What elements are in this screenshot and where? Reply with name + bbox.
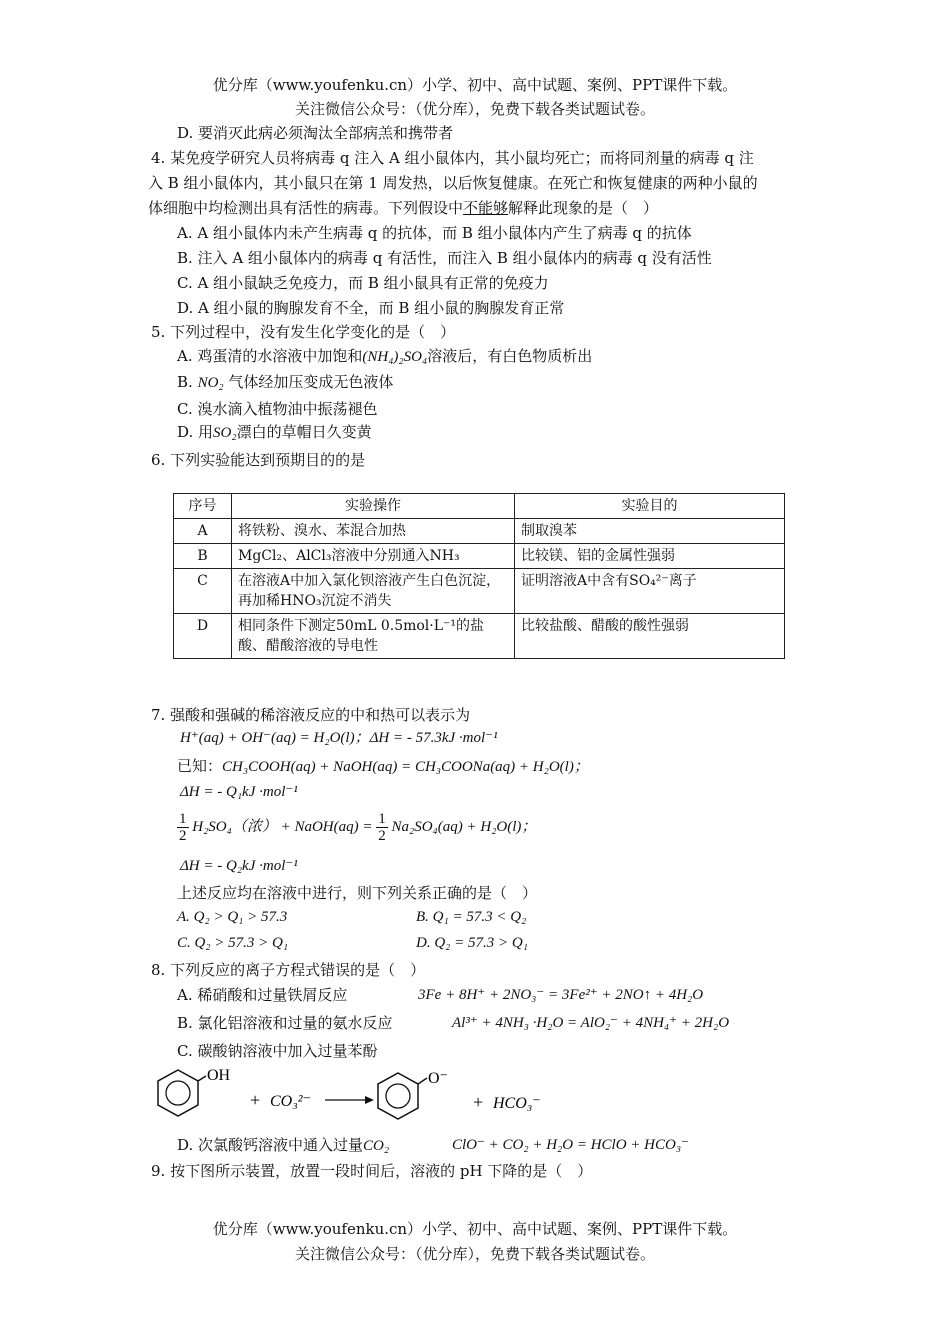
table-cell: 将铁粉、溴水、苯混合加热	[232, 519, 515, 544]
table-row	[174, 569, 785, 614]
plus-sign: +	[250, 1090, 261, 1110]
co2-formula: CO₂	[363, 1138, 390, 1154]
q7-stem: 7. 强酸和强碱的稀溶液反应的中和热可以表示为	[151, 706, 471, 724]
q8-option-a-equation: 3Fe + 8H⁺ + 2NO₃⁻ = 3Fe²⁺ + 2NO↑ + 4H₂O	[418, 987, 704, 1003]
benzene-ring-icon	[158, 1070, 198, 1116]
no2-formula: NO₂	[197, 375, 224, 391]
q5-option-d-text: D. 用	[177, 423, 214, 441]
fraction-denominator: 2	[378, 828, 386, 845]
q8-option-a: A. 稀硝酸和过量铁屑反应	[177, 986, 348, 1004]
q5-option-c: C. 溴水滴入植物油中振荡褪色	[177, 400, 378, 418]
q8-option-b-equation: Al³⁺ + 4NH₃ ·H₂O = AlO₂⁻ + 4NH₄⁺ + 2H₂O	[452, 1015, 730, 1031]
q7-known-line	[177, 755, 589, 778]
q7-delta-h1: ΔH = - Q₁kJ ·mol⁻¹	[180, 784, 298, 800]
table-cell: B	[174, 544, 232, 569]
table-cell: 在溶液A中加入氯化钡溶液产生白色沉淀，再加稀HNO₃沉淀不消失	[232, 569, 515, 614]
phenoxide-label: O⁻	[428, 1070, 448, 1087]
table-cell: 制取溴苯	[515, 519, 785, 544]
q6-stem: 6. 下列实验能达到预期目的的是	[151, 451, 366, 469]
table-cell: 相同条件下测定50mL 0.5mol·L⁻¹的盐酸、醋酸溶液的导电性	[232, 614, 515, 659]
q7-delta-h2: ΔH = - Q₂kJ ·mol⁻¹	[180, 858, 298, 874]
q7-known-label: 已知：	[177, 757, 223, 775]
q9-stem: 9. 按下图所示装置，放置一段时间后，溶液的 pH 下降的是（ ）	[151, 1162, 593, 1180]
q4-option-d: D. A 组小鼠的胸腺发育不全，而 B 组小鼠的胸腺发育正常	[177, 299, 565, 317]
q7-eq3-left: H₂SO₄（浓） + NaOH(aq) =	[192, 819, 373, 835]
benzene-ring-icon	[378, 1073, 418, 1119]
bond-line	[198, 1076, 206, 1081]
q4-stem-line-3	[148, 197, 658, 219]
fraction-half	[177, 811, 189, 844]
q4-stem-text: 体细胞中均检测出具有活性的病毒。下列假设中	[148, 199, 464, 217]
q4-stem-end: 解释此现象的是（ ）	[508, 199, 659, 217]
arrow-head-icon	[365, 1096, 374, 1104]
q8-option-b: B. 氯化铝溶液和过量的氨水反应	[177, 1014, 393, 1032]
experiment-table	[173, 493, 785, 659]
so2-formula: SO₂	[213, 425, 237, 441]
fraction-numerator: 1	[378, 811, 386, 828]
q7-option-d: D. Q₂ = 57.3 > Q₁	[416, 935, 528, 951]
q4-underlined-text: 不能够	[463, 199, 509, 217]
q4-stem-line-1: 4. 某免疫学研究人员将病毒 q 注入 A 组小鼠体内，其小鼠均死亡；而将同剂量的病毒 q 注	[151, 149, 754, 167]
table-row	[174, 614, 785, 659]
q5-option-d-end: 漂白的草帽日久变黄	[236, 423, 372, 441]
phenol-reaction-diagram	[140, 1064, 560, 1134]
carbonate-label: CO₃²⁻	[270, 1093, 312, 1110]
fraction-denominator: 2	[179, 828, 187, 845]
q8-stem: 8. 下列反应的离子方程式错误的是（ ）	[151, 961, 426, 979]
table-row	[174, 544, 785, 569]
q4-stem-line-2: 入 B 组小鼠体内，其小鼠只在第 1 周发热，以后恢复健康。在死亡和恢复健康的两种小鼠的	[148, 174, 758, 192]
bond-line	[418, 1078, 427, 1084]
bicarbonate-label: HCO₃⁻	[493, 1095, 541, 1112]
plus-sign: +	[473, 1092, 484, 1112]
fraction-half	[376, 811, 388, 844]
q7-acetic-acid-equation: CH₃COOH(aq) + NaOH(aq) = CH₃COONa(aq) + H₂O(l)；	[222, 759, 589, 775]
q5-option-a-end: 溶液后，有白色物质析出	[427, 347, 593, 365]
q5-option-d	[177, 421, 372, 444]
q4-option-b: B. 注入 A 组小鼠体内的病毒 q 有活性，而注入 B 组小鼠体内的病毒 q 没有活性	[177, 249, 712, 267]
footer-line-1: 优分库（www.youfenku.cn）小学、初中、高中试题、案例、PPT课件下载。	[212, 1220, 738, 1238]
q5-option-a-text: A. 鸡蛋清的水溶液中加饱和	[177, 347, 363, 365]
q3-option-d: D. 要消灭此病必须淘汰全部病羔和携带者	[177, 124, 454, 142]
table-header-row	[174, 494, 785, 519]
table-row	[174, 519, 785, 544]
q7-sulfuric-acid-equation	[177, 810, 536, 844]
q7-option-c: C. Q₂ > 57.3 > Q₁	[177, 935, 289, 951]
table-cell: C	[174, 569, 232, 614]
q8-option-d-text: D. 次氯酸钙溶液中通入过量	[177, 1136, 364, 1154]
table-cell: 证明溶液A中含有SO₄²⁻离子	[515, 569, 785, 614]
q5-option-a	[177, 345, 592, 368]
header-line-2: 关注微信公众号：（优分库），免费下载各类试题试卷。	[294, 100, 655, 118]
hydroxyl-label: OH	[207, 1067, 231, 1084]
table-cell: 比较盐酸、醋酸的酸性强弱	[515, 614, 785, 659]
q7-option-b: B. Q₁ = 57.3 < Q₂	[416, 909, 527, 925]
table-cell: A	[174, 519, 232, 544]
q5-option-b	[177, 371, 393, 394]
aromatic-circle-icon	[386, 1084, 410, 1108]
q8-option-d	[177, 1134, 389, 1157]
q8-option-c: C. 碳酸钠溶液中加入过量苯酚	[177, 1042, 378, 1060]
q5-option-b-text: 气体经加压变成无色液体	[228, 373, 394, 391]
header-line-1: 优分库（www.youfenku.cn）小学、初中、高中试题、案例、PPT课件下载。	[212, 76, 738, 94]
footer-line-2: 关注微信公众号：（优分库），免费下载各类试题试卷。	[294, 1245, 655, 1263]
q4-option-c: C. A 组小鼠缺乏免疫力，而 B 组小鼠具有正常的免疫力	[177, 274, 549, 292]
fraction-numerator: 1	[179, 811, 187, 828]
q5-stem: 5. 下列过程中，没有发生化学变化的是（ ）	[151, 323, 456, 341]
q7-option-a: A. Q₂ > Q₁ > 57.3	[177, 909, 288, 925]
table-header-cell: 实验目的	[515, 494, 785, 519]
q7-neutralization-equation: H⁺(aq) + OH⁻(aq) = H₂O(l)；ΔH = - 57.3kJ ·mol⁻¹	[180, 730, 498, 746]
ammonium-sulfate-formula: (NH₄)₂SO₄	[362, 349, 428, 365]
q8-option-d-equation: ClO⁻ + CO₂ + H₂O = HClO + HCO₃⁻	[452, 1137, 689, 1153]
q7-question: 上述反应均在溶液中进行，则下列关系正确的是（ ）	[177, 884, 538, 902]
table-cell: D	[174, 614, 232, 659]
table-header-cell: 实验操作	[232, 494, 515, 519]
table-cell: 比较镁、铝的金属性强弱	[515, 544, 785, 569]
table-header-cell: 序号	[174, 494, 232, 519]
q4-option-a: A. A 组小鼠体内未产生病毒 q 的抗体，而 B 组小鼠体内产生了病毒 q 的抗体	[177, 224, 692, 242]
table-cell: MgCl₂、AlCl₃溶液中分别通入NH₃	[232, 544, 515, 569]
q7-eq3-right: Na₂SO₄(aq) + H₂O(l)；	[391, 819, 537, 835]
aromatic-circle-icon	[166, 1081, 190, 1105]
q5-option-b-label: B.	[177, 373, 193, 391]
